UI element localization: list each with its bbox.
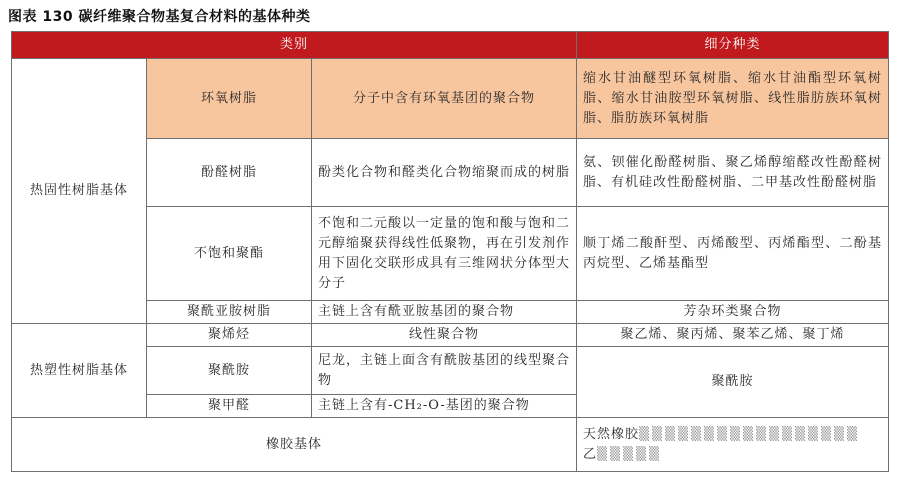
table-row — [12, 324, 889, 347]
row-subtypes: 氨、钡催化酚醛树脂、聚乙烯醇缩醛改性酚醛树脂、有机硅改性酚醛树脂、二甲基改性酚醛树脂 — [577, 139, 889, 207]
header-row — [12, 32, 889, 59]
rubber-subtypes-line1 — [583, 425, 888, 445]
header-category: 类别 — [12, 32, 577, 59]
row-desc: 主链上含有-CH₂-O-基团的聚合物 — [312, 395, 577, 418]
row-desc: 线性聚合物 — [312, 324, 577, 347]
row-desc: 尼龙，主链上面含有酰胺基团的线型聚合物 — [312, 347, 577, 395]
rubber-sub-start: 天然橡胶 — [583, 426, 640, 442]
row-desc: 不饱和二元酸以一定量的饱和酸与饱和二元醇缩聚获得线性低聚物，再在引发剂作用下固化交联形成具有三维网状分体型大分子 — [312, 207, 577, 301]
blurred-text: ▒▒▒▒▒▒▒▒▒▒▒▒▒▒▒▒▒ — [639, 426, 860, 442]
row-subtypes: 缩水甘油醚型环氧树脂、缩水甘油酯型环氧树脂、缩水甘油胺型环氧树脂、线性脂肪族环氧树脂、脂肪族环氧树脂 — [577, 59, 889, 139]
row-name: 聚甲醛 — [147, 395, 312, 418]
row-subtypes: 顺丁烯二酸酐型、丙烯酸型、丙烯酯型、二酚基丙烷型、乙烯基酯型 — [577, 207, 889, 301]
thermoplastic-label: 热塑性树脂基体 — [12, 324, 147, 418]
row-name: 不饱和聚酯 — [147, 207, 312, 301]
thermoset-label: 热固性树脂基体 — [12, 59, 147, 324]
rubber-subtypes — [577, 418, 889, 472]
rubber-sub-line2-start: 乙 — [583, 446, 598, 462]
rubber-subtypes-line2 — [583, 445, 888, 465]
blurred-text: ▒▒▒▒▒ — [597, 446, 663, 462]
row-subtypes: 聚乙烯、聚丙烯、聚苯乙烯、聚丁烯 — [577, 324, 889, 347]
row-desc: 分子中含有环氧基团的聚合物 — [312, 59, 577, 139]
row-subtypes: 聚酰胺 — [577, 347, 889, 418]
header-subtypes: 细分种类 — [577, 32, 889, 59]
row-name: 聚酰亚胺树脂 — [147, 301, 312, 324]
figure-caption: 图表 130 碳纤维聚合物基复合材料的基体种类 — [8, 9, 311, 25]
row-desc: 酚类化合物和醛类化合物缩聚而成的树脂 — [312, 139, 577, 207]
table-row — [12, 59, 889, 139]
row-name: 聚烯烃 — [147, 324, 312, 347]
row-name: 环氧树脂 — [147, 59, 312, 139]
row-subtypes: 芳杂环类聚合物 — [577, 301, 889, 324]
row-desc: 主链上含有酰亚胺基团的聚合物 — [312, 301, 577, 324]
row-name: 聚酰胺 — [147, 347, 312, 395]
matrix-types-table — [11, 31, 889, 472]
table-row — [12, 418, 889, 472]
row-name: 酚醛树脂 — [147, 139, 312, 207]
rubber-label: 橡胶基体 — [12, 418, 577, 472]
